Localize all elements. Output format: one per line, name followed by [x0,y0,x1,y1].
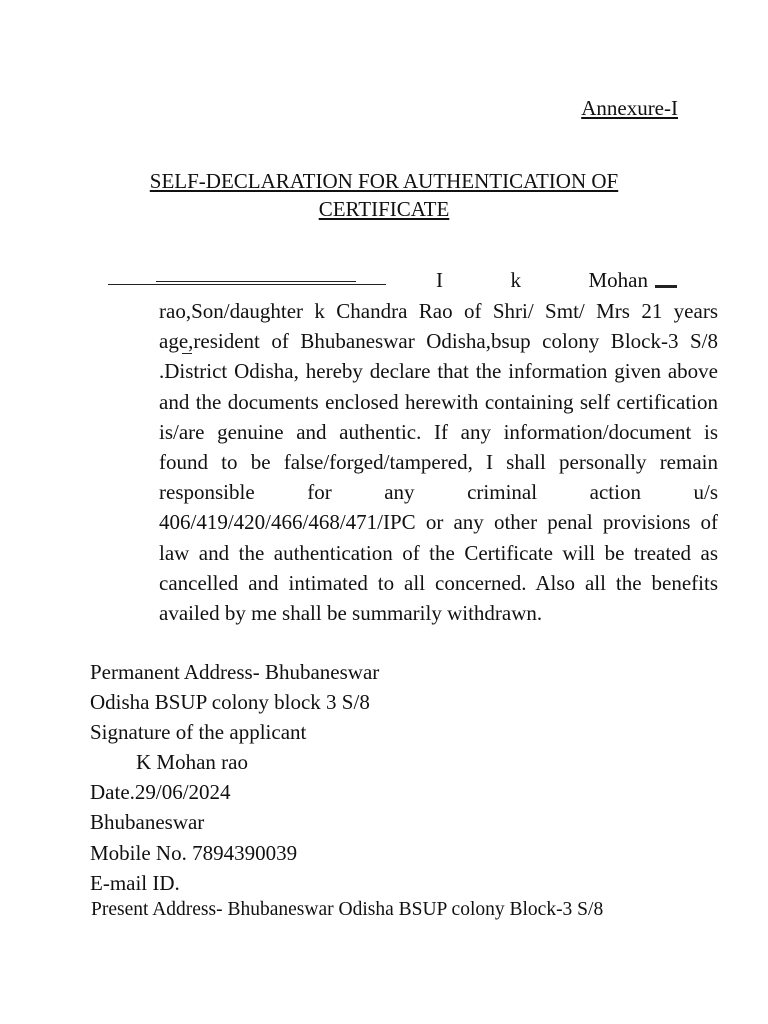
page-title [120,167,648,223]
name-blank-line [108,284,386,285]
title-line-2: CERTIFICATE [318,197,450,221]
present-address: Present Address- Bhubaneswar Odisha BSUP colony Block-3 S/8 [91,899,604,920]
name-word-mohan: Mohan [588,268,648,292]
signature-label: Signature of the applicant [90,720,307,745]
declaration-paragraph: rao,Son/daughter k Chandra Rao of Shri/ Smt/ Mrs 21 years age,resident of Bhubaneswar Odisha,bsup colony Block-3 S/8 .District Odisha, hereby declare that the information given above and the documents enclosed herewith containing self certification is/are genuine and authentic. If any information/document is found to be false/forged/tampered, I shall personally remain responsible for any criminal action u/s 406/419/420/466/468/471/IPC or any other penal provisions of law and the authentication of the Certificate will be treated as cancelled and intimated to all concerned. Also all the benefits availed by me shall be summarily withdrawn. [159,299,718,626]
applicant-details [90,657,379,898]
email-line: E-mail ID. [90,870,180,895]
date-line: Date.29/06/2024 [90,780,231,805]
years-underline-mark [182,353,192,354]
title-line-1: SELF-DECLARATION FOR AUTHENTICATION OF [149,169,619,193]
name-dash [655,285,677,288]
annexure-label: Annexure-I [581,96,678,120]
name-blank-line-overlap [156,281,356,282]
name-word-k: k [510,268,521,292]
applicant-name: K Mohan rao [136,750,248,775]
place-line: Bhubaneswar [90,810,205,835]
declarant-name-line [436,268,648,293]
permanent-address-line-1: Permanent Address- Bhubaneswar [90,660,380,684]
mobile-line: Mobile No. 7894390039 [90,840,298,865]
name-word-i: I [436,268,443,292]
permanent-address-line-2: Odisha BSUP colony block 3 S/8 [90,690,370,715]
